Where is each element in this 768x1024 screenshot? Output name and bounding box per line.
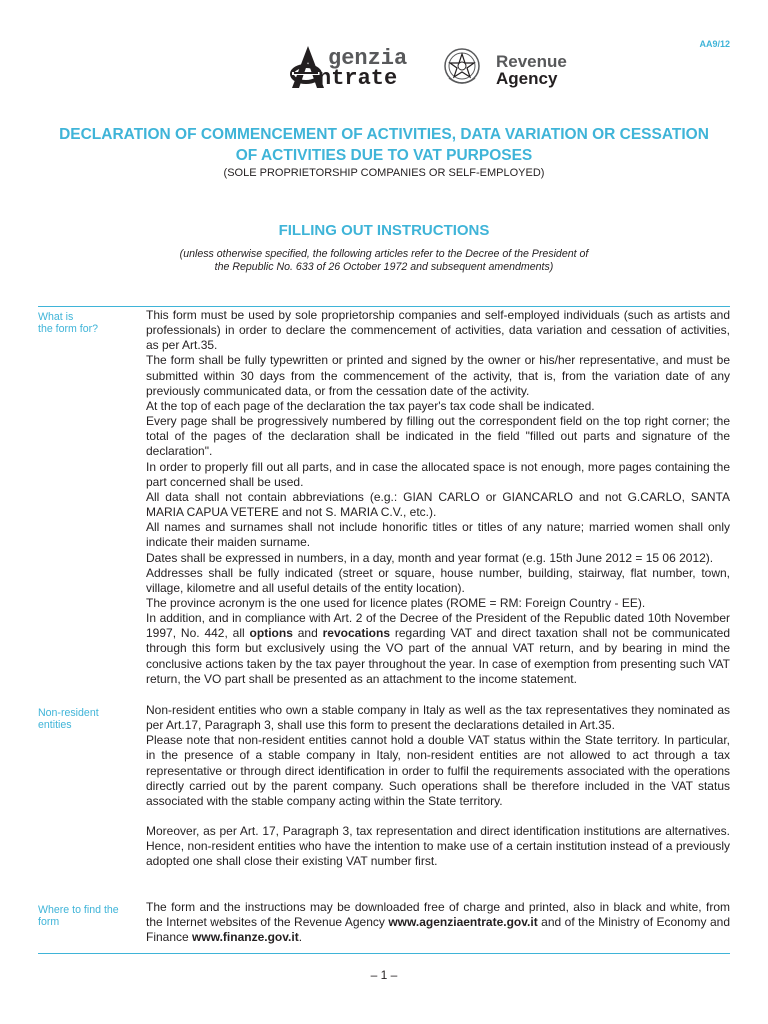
paragraph: The province acronym is the one used for licence plates (ROME = RM: Foreign Country - EE).: [146, 595, 646, 610]
sidebar-label-line: Where to find the: [38, 904, 119, 916]
text-run: and of the Ministry of Economy and Finance: [146, 915, 730, 945]
text-run: regarding VAT and direct taxation shall not be communicated through this form but exclusively using the VO part of the annual VAT return, and by bearing in mind the conclusive actions taken by the tax payer throughout the year. In case of exemption from presenting such VAT return, the VO part shall be presented as an attachment to the income statement.: [146, 626, 730, 686]
paragraph: This form must be used by sole proprietorship companies and self-employed individuals (such as artists and professionals) in order to declare the commencement of activities, data variation and cessation of activities, as per Art.35.: [146, 308, 730, 353]
paragraph: All names and surnames shall not include honorific titles or titles of any nature; married women shall only indicate their maiden surname.: [146, 520, 730, 550]
text-run: In addition, and in compliance with Art. 2 of the Decree of the President of the Republic dated 10th November 1997, No. 442, all: [146, 611, 730, 641]
bottom-divider: [38, 953, 730, 954]
finanze-link[interactable]: www.finanze.gov.it: [192, 930, 299, 945]
section-non-resident-body: [146, 703, 730, 870]
paragraph: In order to properly fill out all parts, and in case the allocated space is not enough, more pages containing the part concerned shall be used.: [146, 459, 730, 489]
logo-agency-text: Agency: [496, 69, 558, 88]
sidebar-label-where-to-find: [38, 904, 138, 928]
title-line-1: DECLARATION OF COMMENCEMENT OF ACTIVITIES, DATA VARIATION OR CESSATION: [59, 126, 709, 143]
section-heading: FILLING OUT INSTRUCTIONS: [278, 222, 490, 239]
paragraph: Please note that non-resident entities cannot hold a double VAT status within the State territory. In particular, in the presence of a stable company in Italy, non-resident entities are not allowed to act through a tax representative or through direct identification in order to fulfil the requirements associated with the operations directly carried out by the parent company. Such operations shall be therefore included in the VAT status associated with the stable company acting within the State territory.: [146, 733, 730, 808]
paragraph: Non-resident entities who own a stable company in Italy as well as the tax representatives they nominated as per Art.17, Paragraph 3, shall use this form to present the declarations detailed in Art.35.: [146, 703, 730, 733]
page-number: – 1 –: [370, 968, 398, 982]
paragraph-options-revocations: [146, 611, 730, 687]
reference-note: [130, 248, 638, 274]
paragraph: [146, 900, 730, 945]
note-line-2: the Republic No. 633 of 26 October 1972 and subsequent amendments): [214, 261, 554, 273]
title-line-2: OF ACTIVITIES DUE TO VAT PURPOSES: [235, 147, 533, 164]
logo-revenue-text: Revenue: [496, 52, 567, 71]
sidebar-label-line: Non-resident: [38, 707, 99, 719]
agenziaentrate-link[interactable]: www.agenziaentrate.gov.it: [388, 915, 538, 930]
logo-text-line1: genzia: [328, 46, 408, 71]
paragraph: Every page shall be progressively numbered by filling out the correspondent field on the top right corner; the total of the pages of the declaration shall be indicated in the field "filled out parts and signature of the declaration".: [146, 414, 730, 459]
document-code: AA9/12: [699, 39, 730, 49]
top-divider: [38, 306, 730, 307]
paragraph: At the top of each page of the declaration the tax payer's tax code shall be indicated.: [146, 398, 595, 413]
paragraph: Moreover, as per Art. 17, Paragraph 3, tax representation and direct identification institutions are alternatives. Hence, non-resident entities who have the intention to make use of a certain institution instead of a previously adopted one shall close their existing VAT number first.: [146, 824, 730, 869]
paragraph: Addresses shall be fully indicated (street or square, house number, building, stairway, flat number, town, village, kilometre and all useful details of the entity location).: [146, 565, 730, 595]
paragraph-gap: [146, 809, 730, 824]
note-line-1: (unless otherwise specified, the following articles refer to the Decree of the President of: [179, 248, 589, 260]
document-subtitle: (SOLE PROPRIETORSHIP COMPANIES OR SELF-EMPLOYED): [223, 167, 545, 179]
section-where-to-find-body: [146, 900, 730, 945]
sidebar-label-line: entities: [38, 719, 72, 731]
logo-text-line2: ntrate: [318, 66, 398, 91]
sidebar-label-what-is: [38, 311, 138, 335]
italian-emblem-icon: [443, 44, 481, 88]
text-run: and: [292, 626, 323, 641]
sidebar-label-non-resident: [38, 707, 138, 731]
sidebar-label-line: form: [38, 916, 60, 928]
bold-text-options: options: [249, 626, 293, 641]
section-what-is-body: [146, 308, 730, 687]
text-run: The form and the instructions may be downloaded free of charge and printed, also in black and white, from the Internet websites of the Revenue Agency: [146, 900, 730, 930]
agency-logo: [288, 44, 588, 94]
bold-text-revocations: revocations: [322, 626, 390, 641]
text-run: .: [298, 930, 303, 945]
paragraph: All data shall not contain abbreviations (e.g.: GIAN CARLO or GIANCARLO and not G.CARLO, SANTA MARIA CAPUA VETERE and not S. MARIA C.V., etc.).: [146, 489, 730, 520]
paragraph: The form shall be fully typewritten or printed and signed by the owner or his/her representative, and must be submitted within 30 days from the commencement of the activity, that is, from the variation date of any previously communicated data, or from the cessation date of the activity.: [146, 353, 730, 398]
sidebar-label-line: the form for?: [38, 323, 99, 335]
sidebar-label-line: What is: [38, 311, 74, 323]
paragraph: Dates shall be expressed in numbers, in a day, month and year format (e.g. 15th June 2012 = 15 06 2012).: [146, 550, 714, 565]
document-title: [38, 124, 730, 166]
